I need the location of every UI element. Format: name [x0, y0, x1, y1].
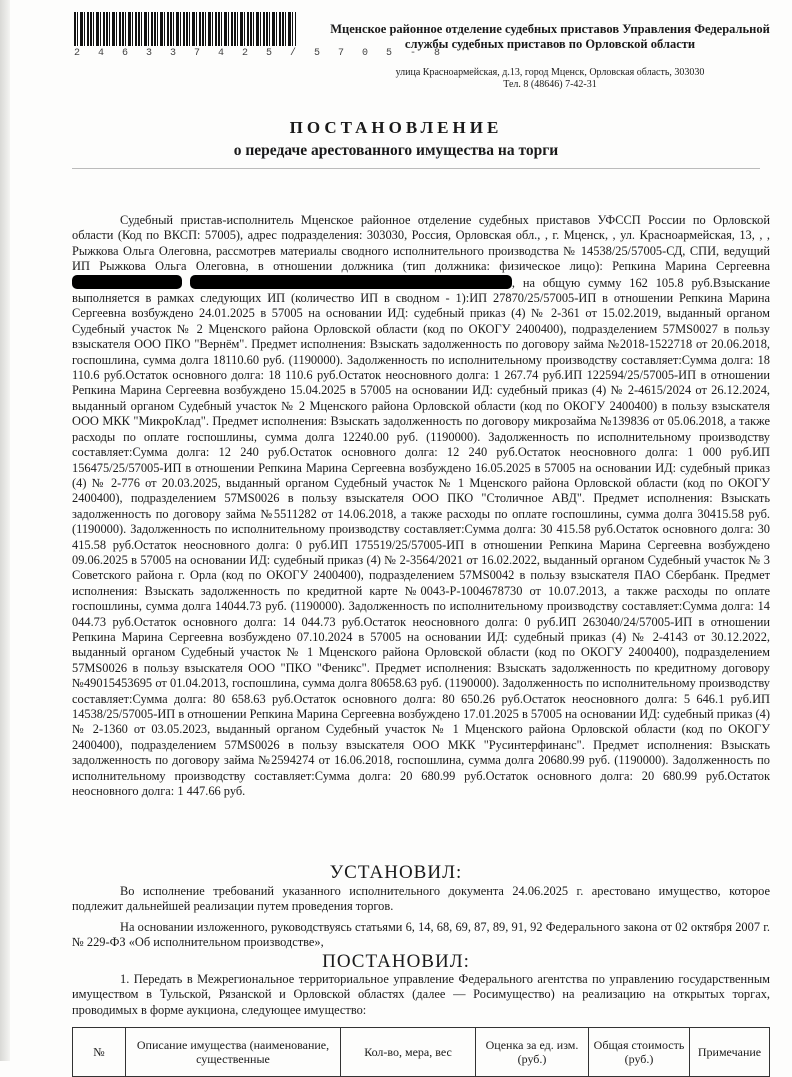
organization-name	[330, 22, 770, 52]
barcode-bars	[74, 12, 296, 46]
organization-line-1: Мценское районное отделение судебных приставов Управления Федеральной	[330, 22, 770, 36]
redaction-mark	[190, 275, 512, 289]
table-header-row	[73, 1028, 770, 1077]
intro-paragraph	[72, 213, 770, 799]
organization-address-block	[330, 67, 770, 91]
organization-line-2: службы судебных приставов по Орловской области	[404, 37, 696, 51]
resolved-item-1: 1. Передать в Межрегиональное территориальное управление Федерального агентства по управлению государственным имуществом в Тульской, Рязанской и Орловской областях (далее — Росимущество) на реализацию на открытых торгах, проводимых в форме аукциона, следующее имущество:	[72, 972, 770, 1017]
organization-address: улица Красноармейская, д.13, город Мценск, Орловская область, 303030	[395, 67, 705, 78]
col-header-unit-price: Оценка за ед. изм. (руб.)	[476, 1028, 589, 1077]
section-established-heading: УСТАНОВИЛ:	[329, 862, 463, 883]
property-table	[72, 1027, 770, 1077]
intro-text-part1: Судебный пристав-исполнитель Мценское районное отделение судебных приставов УФССП России по Орловской области (Код по ВКСП: 57005), адрес подразделения: 303030, Россия, Орловская обл., , г. Мценск, , ул. Красноармейская, 13, , , Рыжкова Ольга Олеговна, рассмотрев материалы сводного исполнительного производства № 14538/25/57005-СД, СПИ, ведущий ИП Рыжкова Ольга Олеговна, в отношении должника (тип должника: физическое лицо): Репкина Марина Сергеевна	[72, 213, 770, 274]
col-header-description: Описание имущества (наименование, существенные	[126, 1028, 341, 1077]
document-barcode	[74, 12, 447, 59]
established-paragraph: Во исполнение требований указанного исполнительного документа 24.06.2025 г. арестовано имущество, которое подлежит дальнейшей реализации путем проведения торгов.	[72, 884, 770, 914]
header-divider	[72, 168, 760, 169]
basis-paragraph: На основании изложенного, руководствуясь статьями 6, 14, 68, 69, 87, 89, 91, 92 Федерального закона от 02 октября 2007 г. № 229-ФЗ «Об исполнительном производстве»,	[72, 920, 770, 950]
redaction-mark	[72, 275, 182, 289]
col-header-note: Примечание	[690, 1028, 770, 1077]
col-header-quantity: Кол-во, мера, вес	[341, 1028, 476, 1077]
col-header-number: №	[73, 1028, 126, 1077]
col-header-total: Общая стоимость (руб.)	[589, 1028, 690, 1077]
document-title: ПОСТАНОВЛЕНИЕ	[289, 118, 503, 137]
intro-text-part2: , на общую сумму 162 105.8 руб.Взыскание выполняется в рамках следующих ИП (количество ИП в сводном - 1):ИП 27870/25/57005-ИП в отношении Репкина Марина Сергеевна возбуждено 24.01.2025 в 57005 на основании ИД: судебный приказ (4) № 2-361 от 15.02.2019, выданный органом Судебный участок № 2 Мценского района Орловской области (код по ОКОГУ 2400400), подразделением 57MS0027 в пользу взыскателя ООО ПКО "Вернём". Предмет исполнения: Взыскать задолженность по договору займа №2018-1522718 от 20.06.2018, госпошлина, сумма долга 18110.60 руб. (1190000). Задолженность по исполнительному производству составляет:Сумма долга: 18 110.6 руб.Остаток основного долга: 18 110.6 руб.Остаток неосновного долга: 1 267.74 руб.ИП 122594/25/57005-ИП в отношении Репкина Марина Сергеевна возбуждено 15.04.2025 в 57005 на основании ИД: судебный приказ (4) № 2-4615/2024 от 26.12.2024, выданный органом Судебный участок № 2 Мценского района Орловской области (код по ОКОГУ 2400400) в пользу взыскателя ООО МКК "МикроКлад". Предмет исполнения: Взыскать задолженность по договору микрозайма №139836 от 05.06.2018, а также расходы по оплате госпошлины, сумма долга 12240.00 руб. (1190000). Задолженность по исполнительному производству составляет:Сумма долга: 12 240 руб.Остаток основного долга: 12 240 руб.Остаток неосновного долга: 1 000 руб.ИП 156475/25/57005-ИП в отношении Репкина Марина Сергеевна возбуждено 16.05.2025 в 57005 на основании ИД: судебный приказ (4) № 2-776 от 20.03.2025, выданный органом Судебный участок № 1 Мценского района Орловской области (код по ОКОГУ 2400400), подразделением 57MS0026 в пользу взыскателя ООО ПКО "Столичное АВД". Предмет исполнения: Взыскать задолженность по договору займа №5511282 от 14.06.2018, а также расходы по оплате госпошлины, сумма долга 30415.58 руб. (1190000). Задолженность по исполнительному производству составляет:Сумма долга: 30 415.58 руб.Остаток основного долга: 30 415.58 руб.Остаток неосновного долга: 0 руб.ИП 175519/25/57005-ИП в отношении Репкина Марина Сергеевна возбуждено 09.06.2025 в 57005 на основании ИД: судебный приказ (4) № 2-3564/2021 от 16.02.2022, выданный органом Судебный участок № 3 Советского района г. Орла (код по ОКОГУ 2400400), подразделением 57MS0042 в пользу взыскателя ПАО Сбербанк. Предмет исполнения: Взыскать задолженность по кредитной карте №0043-Р-1004678730 от 10.07.2013, а также расходы по оплате госпошлины, сумма долга 14044.73 руб. (1190000). Задолженность по исполнительному производству составляет:Сумма долга: 14 044.73 руб.Остаток основного долга: 14 044.73 руб.Остаток неосновного долга: 0 руб.ИП 263040/24/57005-ИП в отношении Репкина Марина Сергеевна возбуждено 07.10.2024 в 57005 на основании ИД: судебный приказ (4) № 2-4143 от 30.12.2022, выданный органом Судебный участок № 1 Мценского района Орловской области (код по ОКОГУ 2400400), подразделением 57MS0026 в пользу взыскателя ООО "ПКО "Феникс". Предмет исполнения: Взыскать задолженность по кредитному договору №49015453695 от 01.04.2013, госпошлина, сумма долга 80658.63 руб. (1190000). Задолженность по исполнительному производству составляет:Сумма долга: 80 658.63 руб.Остаток основного долга: 80 650.26 руб.Остаток неосновного долга: 5 646.1 руб.ИП 14538/25/57005-ИП в отношении Репкина Марина Сергеевна возбуждено 17.01.2025 в 57005 на основании ИД: судебный приказ (4) № 2-1360 от 03.05.2023, выданный органом Судебный участок № 1 Мценского района Орловской области (код по ОКОГУ 2400400), подразделением 57MS0026 в пользу взыскателя ООО МКК "Русинтерфинанс". Предмет исполнения: Взыскать задолженность по договору займа №2594274 от 16.06.2018, госпошлина, сумма долга 20680.99 руб. (1190000). Задолженность по исполнительному производству составляет:Сумма долга: 20 680.99 руб.Остаток основного долга: 20 680.99 руб.Остаток неосновного долга: 1 447.66 руб.	[72, 275, 770, 799]
section-resolved-heading: ПОСТАНОВИЛ:	[322, 951, 470, 972]
organization-phone: Тел. 8 (48646) 7-42-31	[503, 79, 597, 90]
barcode-number: 2 4 6 3 3 7 4 2 5 / 5 7 0 5 - 8	[74, 48, 447, 59]
document-subtitle: о передаче арестованного имущества на торги	[233, 142, 559, 159]
